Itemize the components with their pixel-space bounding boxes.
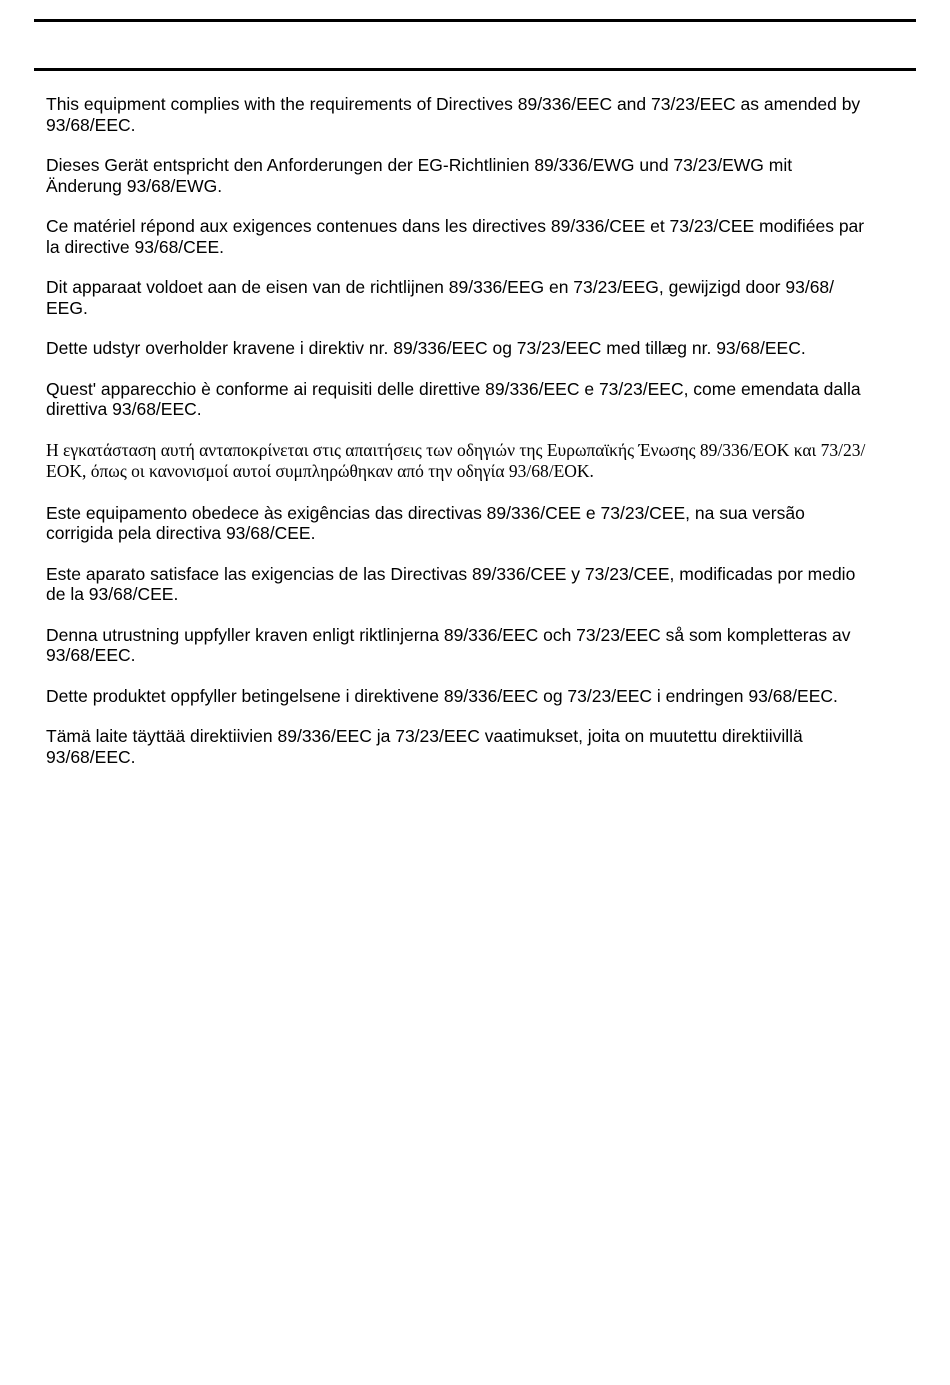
compliance-statement-it: Quest' apparecchio è conforme ai requisiti delle direttive 89/336/EEC e 73/23/EEC, come emendata dalla direttiva 93/68/EEC.	[46, 378, 861, 419]
compliance-statement-nl: Dit apparaat voldoet aan de eisen van de richtlijnen 89/336/EEG en 73/23/EEG, gewijzigd door 93/68/ EEG.	[46, 277, 835, 318]
compliance-statement-el: Η εγκατάσταση αυτή ανταποκρίνεται στις απαιτήσεις των οδηγιών της Ευρωπαϊκής Ένωσης 89/336/ΕΟΚ και 73/23/ ΕΟΚ, όπως οι κανονισμοί αυτοί συμπληρώθηκαν από την οδηγία 93/68/ΕΟΚ.	[46, 439, 866, 481]
compliance-statement-sv: Denna utrustning uppfyller kraven enligt riktlinjerna 89/336/EEC och 73/23/EEC så som kompletteras av 93/68/EEC.	[46, 624, 851, 665]
compliance-statement-fr: Ce matériel répond aux exigences contenues dans les directives 89/336/CEE et 73/23/CEE modifiées par la directive 93/68/CEE.	[46, 216, 865, 257]
compliance-statement-de: Dieses Gerät entspricht den Anforderungen der EG-Richtlinien 89/336/EWG und 73/23/EWG mit Änderung 93/68/EWG.	[46, 155, 793, 196]
compliance-statements	[46, 94, 912, 787]
header-rule-top	[34, 19, 916, 22]
compliance-statement-no: Dette produktet oppfyller betingelsene i direktivene 89/336/EEC og 73/23/EEC i endringen 93/68/EEC.	[46, 685, 838, 706]
compliance-statement-es: Este aparato satisface las exigencias de las Directivas 89/336/CEE y 73/23/CEE, modificadas por medio de la 93/68/CEE.	[46, 563, 856, 604]
header-rule-bottom	[34, 68, 916, 71]
compliance-statement-fi: Tämä laite täyttää direktiivien 89/336/EEC ja 73/23/EEC vaatimukset, joita on muutettu direktiivillä 93/68/EEC.	[46, 726, 803, 767]
compliance-statement-en: This equipment complies with the requirements of Directives 89/336/EEC and 73/23/EEC as amended by 93/68/EEC.	[46, 94, 861, 135]
compliance-statement-da: Dette udstyr overholder kravene i direktiv nr. 89/336/EEC og 73/23/EEC med tillæg nr. 93/68/EEC.	[46, 338, 806, 358]
compliance-statement-pt: Este equipamento obedece às exigências das directivas 89/336/CEE e 73/23/CEE, na sua versão corrigida pela directiva 93/68/CEE.	[46, 502, 805, 543]
